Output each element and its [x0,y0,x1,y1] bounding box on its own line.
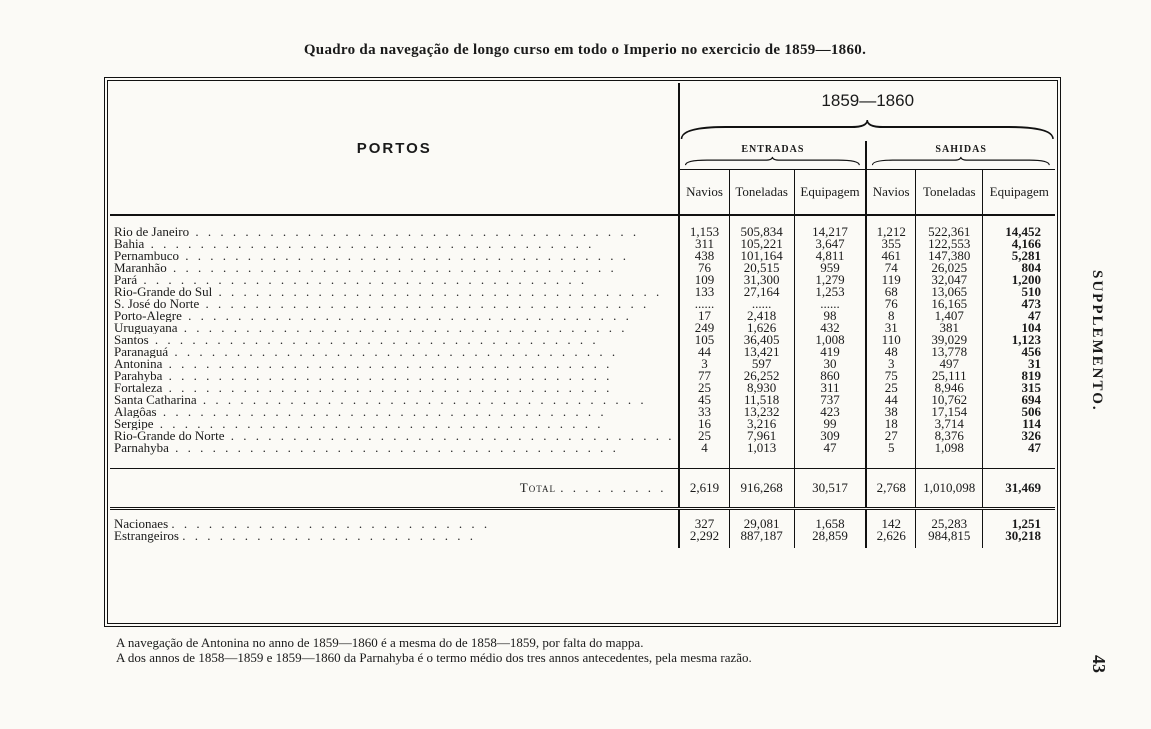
table-cell: 25,283 [916,509,983,531]
table-cell: ...... [729,298,794,310]
table-cell: 27,164 [729,286,794,298]
table-cell: 5 [866,442,915,469]
port-name: S. José do Norte . . . . . . . . . . . . . . . . . . . . . . . . . . . . . . . . . . . . [110,298,679,310]
table-cell: 737 [794,394,866,406]
table-cell: 17 [679,310,729,322]
table-cell: 3,647 [794,238,866,250]
table-cell: 984,815 [916,530,983,548]
table-cell: 45 [679,394,729,406]
table-cell: 1,626 [729,322,794,334]
table-cell: 47 [1028,440,1041,455]
table-cell: 13,065 [916,286,983,298]
table-cell: 887,187 [729,530,794,548]
table-cell: 2,292 [679,530,729,548]
table-cell: ...... [794,298,866,310]
table-cell: 1,008 [794,334,866,346]
table-cell: 16 [679,418,729,430]
table-cell: 142 [866,509,915,531]
footnotes [116,635,752,665]
table-cell: 1,658 [794,509,866,531]
table-cell: 438 [679,250,729,262]
table-cell: 381 [916,322,983,334]
col-entradas-equipagem: Equipagem [794,170,866,216]
table-cell: 13,232 [729,406,794,418]
table-cell: 1,013 [729,442,794,469]
table-cell: 17,154 [916,406,983,418]
port-name: Rio-Grande do Sul . . . . . . . . . . . . . . . . . . . . . . . . . . . . . . . . . . . . [110,286,679,298]
col-sahidas-equipagem: Equipagem [983,170,1055,216]
table-cell: 309 [794,430,866,442]
table-cell: 105 [679,334,729,346]
page-number: 43 [1089,655,1109,673]
table-cell: 311 [794,382,866,394]
table-cell: 11,518 [729,394,794,406]
page-title: Quadro da navegação de longo curso em todo o Imperio no exercicio de 1859—1860. [303,42,867,58]
table-cell: 5,281 [1011,248,1041,263]
port-name: Bahia . . . . . . . . . . . . . . . . . . . . . . . . . . . . . . . . . . . . [110,238,679,250]
table-cell: 1,123 [1011,332,1041,347]
table-cell: 8,376 [916,430,983,442]
table-cell: 76 [866,298,915,310]
table-cell: 461 [866,250,915,262]
table-cell: 456 [1021,344,1041,359]
table-cell: 1,010,098 [916,469,983,509]
table-cell: 16,165 [916,298,983,310]
table-cell: 326 [1021,428,1041,443]
table-cell: 104 [1021,320,1041,335]
table-cell: 2,626 [866,530,915,548]
table-cell: 3 [679,358,729,370]
table-cell: 2,619 [679,469,729,509]
table-cell: 25,111 [916,370,983,382]
table-cell: 30,517 [794,469,866,509]
table-cell: 36,405 [729,334,794,346]
table-cell: 99 [794,418,866,430]
port-name: Rio-Grande do Norte . . . . . . . . . . . . . . . . . . . . . . . . . . . . . . . . . . . . [110,430,679,442]
port-name: Santos . . . . . . . . . . . . . . . . . . . . . . . . . . . . . . . . . . . . [110,334,679,346]
table-cell: 18 [866,418,915,430]
table-cell: 432 [794,322,866,334]
table-cell: 694 [1021,392,1041,407]
table-cell: 28,859 [794,530,866,548]
table-cell: 30 [794,358,866,370]
table-cell: 20,515 [729,262,794,274]
table-cell: 3,714 [916,418,983,430]
table-cell: 2,768 [866,469,915,509]
table-cell: 31 [866,322,915,334]
table-cell: 522,361 [916,215,983,238]
table-cell: 1,279 [794,274,866,286]
table-cell: 114 [1022,416,1041,431]
table-cell: 327 [679,509,729,531]
table-cell: 44 [679,346,729,358]
table-cell: ...... [679,298,729,310]
table-cell: 506 [1021,404,1041,419]
col-sahidas-toneladas: Toneladas [916,170,983,216]
table-cell: 25 [679,430,729,442]
table-cell: 48 [866,346,915,358]
table-cell: 29,081 [729,509,794,531]
table-cell: 497 [916,358,983,370]
table-cell: 27 [866,430,915,442]
table-cell: 1,200 [1011,272,1041,287]
table-cell: 147,380 [916,250,983,262]
table-cell: 959 [794,262,866,274]
table-cell: 68 [866,286,915,298]
table-cell: 311 [679,238,729,250]
port-name: Fortaleza . . . . . . . . . . . . . . . . . . . . . . . . . . . . . . . . . . . . [110,382,679,394]
table-cell: 74 [866,262,915,274]
port-name: Santa Catharina . . . . . . . . . . . . . . . . . . . . . . . . . . . . . . . . . . . . [110,394,679,406]
table-cell: 8,930 [729,382,794,394]
col-entradas-toneladas: Toneladas [729,170,794,216]
table-cell: 76 [679,262,729,274]
footnote: A navegação de Antonina no anno de 1859—1860 é a mesma do de 1858—1859, por falta do mappa. [116,635,644,650]
table-cell: 505,834 [729,215,794,238]
port-name: Uruguayana . . . . . . . . . . . . . . . . . . . . . . . . . . . . . . . . . . . . [110,322,679,334]
table-cell: 1,407 [916,310,983,322]
table-cell: 98 [794,310,866,322]
port-name: Parnahyba . . . . . . . . . . . . . . . . . . . . . . . . . . . . . . . . . . . . [110,442,679,469]
table-cell: 1,098 [916,442,983,469]
table-cell: 4,166 [1011,236,1041,251]
table-cell: 1,212 [866,215,915,238]
table-cell: 916,268 [729,469,794,509]
table-cell: 31,300 [729,274,794,286]
table-cell: 473 [1021,296,1041,311]
port-name: Pernambuco . . . . . . . . . . . . . . . . . . . . . . . . . . . . . . . . . . . . [110,250,679,262]
table-cell: 30,218 [1005,528,1041,543]
table-cell: 597 [729,358,794,370]
table-cell: 26,025 [916,262,983,274]
table-cell: 249 [679,322,729,334]
table-cell: 133 [679,286,729,298]
table-cell: 423 [794,406,866,418]
sahidas-header: SAHIDAS [866,141,1055,170]
table-cell: 4,811 [794,250,866,262]
table-cell: 860 [794,370,866,382]
table-cell: 1,251 [1011,516,1041,531]
table-cell: 47 [794,442,866,469]
row-label: Estrangeiros . . . . . . . . . . . . . . . . . . . . . . . . [110,530,679,548]
port-name: Antonina . . . . . . . . . . . . . . . . . . . . . . . . . . . . . . . . . . . . [110,358,679,370]
col-sahidas-navios: Navios [866,170,915,216]
port-name: Porto-Alegre . . . . . . . . . . . . . . . . . . . . . . . . . . . . . . . . . . . . [110,310,679,322]
table-cell: 75 [866,370,915,382]
table-cell: 14,217 [794,215,866,238]
table-cell: 14,452 [1005,224,1041,239]
table-cell: 105,221 [729,238,794,250]
port-name: Paranaguá . . . . . . . . . . . . . . . . . . . . . . . . . . . . . . . . . . . . [110,346,679,358]
table-cell: 510 [1021,284,1041,299]
table-cell: 2,418 [729,310,794,322]
year-header: 1859—1860 [821,91,915,110]
table-cell: 101,164 [729,250,794,262]
table-cell: 77 [679,370,729,382]
col-entradas-navios: Navios [679,170,729,216]
portos-header: PORTOS [110,83,679,215]
table-cell: 3 [866,358,915,370]
table-cell: 419 [794,346,866,358]
table-cell: 119 [866,274,915,286]
table-cell: 355 [866,238,915,250]
table-cell: 44 [866,394,915,406]
table-cell: 7,961 [729,430,794,442]
table-cell: 38 [866,406,915,418]
table-cell: 25 [866,382,915,394]
table-cell: 8 [866,310,915,322]
table-cell: 10,762 [916,394,983,406]
entradas-header: ENTRADAS [679,141,866,170]
table-cell: 31 [1028,356,1041,371]
port-name: Parahyba . . . . . . . . . . . . . . . . . . . . . . . . . . . . . . . . . . . . [110,370,679,382]
table-cell: 3,216 [729,418,794,430]
port-name: Sergipe . . . . . . . . . . . . . . . . . . . . . . . . . . . . . . . . . . . . [110,418,679,430]
footnote: A dos annos de 1858—1859 e 1859—1860 da Parnahyba é o termo médio dos tres annos antecedentes, pela mesma razão. [116,650,752,665]
port-name: Alagôas . . . . . . . . . . . . . . . . . . . . . . . . . . . . . . . . . . . . [110,406,679,418]
table-cell: 804 [1021,260,1041,275]
row-label: Nacionaes . . . . . . . . . . . . . . . . . . . . . . . . . . [110,509,679,531]
table-cell: 110 [866,334,915,346]
port-name: Rio de Janeiro . . . . . . . . . . . . . . . . . . . . . . . . . . . . . . . . . . . . [110,215,679,238]
table-cell: 32,047 [916,274,983,286]
table-cell: 1,153 [679,215,729,238]
table-cell: 13,421 [729,346,794,358]
table-cell: 4 [679,442,729,469]
table-cell: 8,946 [916,382,983,394]
table-cell: 31,469 [983,469,1055,509]
table-frame [104,77,1061,627]
table-cell: 13,778 [916,346,983,358]
table-cell: 25 [679,382,729,394]
total-label: Total . . . . . . . . . [110,469,679,509]
table-cell: 109 [679,274,729,286]
table-cell: 819 [1021,368,1041,383]
table-cell: 122,553 [916,238,983,250]
port-name: Pará . . . . . . . . . . . . . . . . . . . . . . . . . . . . . . . . . . . . [110,274,679,286]
table-cell: 1,253 [794,286,866,298]
table-cell: 33 [679,406,729,418]
table-cell: 39,029 [916,334,983,346]
side-label: SUPPLEMENTO. [1089,270,1105,412]
table-cell: 47 [1028,308,1041,323]
table-cell: 26,252 [729,370,794,382]
table-cell: 315 [1021,380,1041,395]
port-name: Maranhão . . . . . . . . . . . . . . . . . . . . . . . . . . . . . . . . . . . . [110,262,679,274]
